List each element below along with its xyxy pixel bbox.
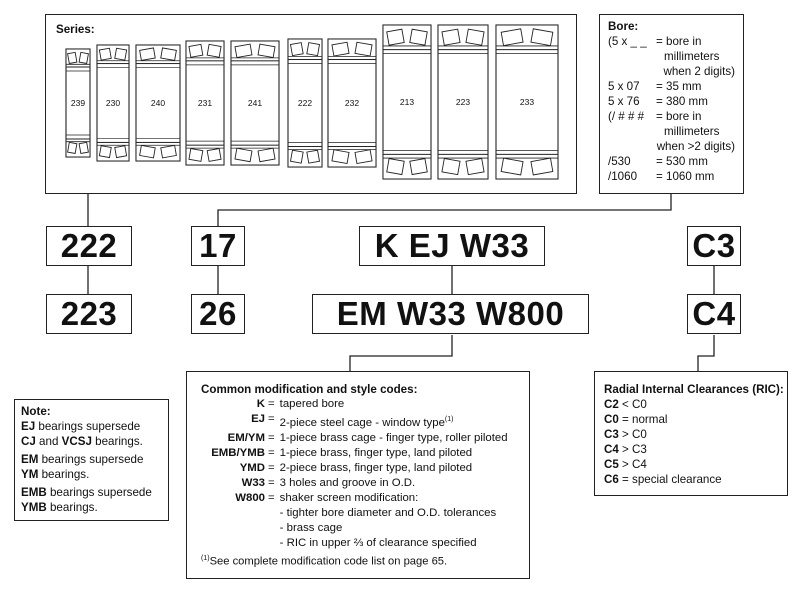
- bore-line-value: when >2 digits): [656, 140, 735, 153]
- bearing-231-drawing: [186, 41, 224, 165]
- series-code-222: 222: [46, 226, 132, 266]
- modification-desc-text: 1-piece brass, finger type, land piloted: [279, 446, 473, 459]
- bore-line-value: millimeters: [664, 50, 720, 63]
- bore-line: [608, 94, 735, 109]
- note-box: [14, 399, 169, 521]
- bore-line-value: = 530 mm: [656, 155, 708, 168]
- note-code: EMB: [21, 486, 47, 499]
- modification-code-em-w33-w800: EM W33 W800: [312, 294, 589, 334]
- w800-detail: - tighter bore diameter and O.D. tolerances: [279, 506, 497, 519]
- modification-row: [201, 446, 508, 461]
- series-label: 239: [70, 98, 86, 108]
- w800-detail-row: [201, 506, 508, 521]
- modification-code: W800: [235, 491, 265, 504]
- bearing-series-illustrations: [46, 15, 576, 193]
- ric-desc: > C4: [618, 458, 647, 471]
- bore-line-value: = 1060 mm: [656, 170, 715, 183]
- bearing-223-drawing: [438, 25, 488, 179]
- ric-desc: = special clearance: [618, 473, 722, 486]
- bore-line: [608, 154, 735, 169]
- ric-code: C5: [604, 458, 619, 471]
- w800-detail-row: [201, 521, 508, 536]
- note-text: bearings supersede: [46, 486, 152, 499]
- bore-line-value: = 35 mm: [656, 80, 702, 93]
- bore-line: [608, 139, 735, 154]
- bore-line: [608, 49, 735, 64]
- note-item: [21, 419, 162, 449]
- bore-connector: [218, 193, 671, 227]
- bore-line-key: 5 x 76: [608, 95, 640, 108]
- modification-codes-box: [186, 371, 530, 579]
- w800-detail: - brass cage: [279, 521, 343, 534]
- bore-panel: [599, 14, 744, 194]
- bearing-230-drawing: [97, 45, 129, 161]
- ric-desc: > C0: [618, 428, 647, 441]
- ric-row: [604, 427, 787, 442]
- bore-lines: [608, 34, 735, 184]
- modification-desc: [280, 412, 508, 431]
- modification-table: [201, 397, 508, 551]
- ric-row: [604, 412, 787, 427]
- ric-rows: [604, 397, 787, 487]
- modification-desc-text: 1-piece brass cage - finger type, roller piloted: [279, 431, 508, 444]
- ric-row: [604, 472, 787, 487]
- footnote-ref: (1): [444, 416, 454, 423]
- series-label: 233: [519, 97, 535, 107]
- ric-code: C4: [604, 443, 619, 456]
- ric-row: [604, 442, 787, 457]
- bore-line-key: /1060: [608, 170, 638, 183]
- modification-code: EM/YM: [227, 431, 265, 444]
- ric-row: [604, 397, 787, 412]
- modification-desc: [280, 476, 508, 491]
- series-code-223: 223: [46, 294, 132, 334]
- modification-row: [201, 412, 508, 431]
- modification-desc-text: 2-piece brass, finger type, land piloted: [279, 461, 473, 474]
- modification-code: K: [256, 398, 265, 410]
- modification-desc: [280, 446, 508, 461]
- series-title: Series:: [56, 23, 95, 36]
- series-label: 213: [399, 97, 415, 107]
- note-items: [21, 419, 162, 515]
- equals-sign: =: [268, 461, 275, 474]
- bearing-233-drawing: [496, 25, 558, 179]
- modification-desc: [280, 397, 508, 412]
- bearing-222-drawing: [288, 39, 322, 167]
- bore-line: [608, 34, 735, 49]
- bore-code-26: 26: [191, 294, 245, 334]
- footnote-text: See complete modification code list on page 65.: [209, 555, 448, 568]
- ric-desc: > C3: [618, 443, 647, 456]
- series-label: 241: [247, 98, 263, 108]
- bore-line: [608, 109, 735, 124]
- modification-row: [201, 491, 508, 506]
- series-label: 223: [455, 97, 471, 107]
- modification-code: EMB/YMB: [211, 446, 265, 459]
- equals-sign: =: [268, 398, 275, 410]
- equals-sign: =: [268, 476, 275, 489]
- series-label: 230: [105, 98, 121, 108]
- ric-desc: = normal: [618, 413, 668, 426]
- ric-box: [594, 371, 788, 496]
- modification-code-k-ej-w33: K EJ W33: [359, 226, 545, 266]
- bore-line-key: [608, 64, 655, 79]
- bore-line: [608, 64, 735, 79]
- modification-code: W33: [241, 476, 265, 489]
- note-text: bearings supersede: [35, 420, 141, 433]
- footnote-mark: (1): [201, 554, 210, 562]
- modification-desc: [280, 461, 508, 476]
- equals-sign: =: [268, 431, 275, 444]
- note-code: YM: [21, 468, 39, 481]
- note-title: Note:: [21, 405, 51, 418]
- modification-code: YMD: [239, 461, 265, 474]
- note-text: bearings supersede: [38, 453, 144, 466]
- bore-line-value: = bore in: [656, 35, 702, 48]
- note-item: [21, 452, 162, 482]
- modification-desc-text: shaker screen modification:: [279, 491, 419, 504]
- ric-code: C3: [604, 428, 619, 441]
- bore-code-17: 17: [191, 226, 245, 266]
- bearing-239-drawing: [66, 49, 90, 157]
- bore-line-key: [608, 139, 649, 154]
- modification-title: Common modification and style codes:: [201, 383, 418, 396]
- bore-line-value: when 2 digits): [663, 65, 735, 78]
- modification-row: [201, 397, 508, 412]
- bore-line-value: millimeters: [664, 125, 720, 138]
- series-panel: [45, 14, 577, 194]
- ric-code-c3: C3: [687, 226, 741, 266]
- bearing-241-drawing: [231, 41, 279, 165]
- bore-line: [608, 169, 735, 184]
- ric-code: C6: [604, 473, 619, 486]
- ric-code-c4: C4: [687, 294, 741, 334]
- modification-desc-text: 3 holes and groove in O.D.: [279, 476, 416, 489]
- series-label: 222: [297, 98, 313, 108]
- modification-desc: [280, 431, 508, 446]
- bore-line-key: (/ # # #: [608, 110, 645, 123]
- bore-title: Bore:: [608, 20, 639, 33]
- note-code: VCSJ: [61, 435, 92, 448]
- w800-detail: - RIC in upper ⅔ of clearance specified: [279, 536, 477, 549]
- ric-connector: [698, 335, 714, 372]
- w800-detail-row: [201, 536, 508, 551]
- bore-line-key: 5 x 07: [608, 80, 640, 93]
- equals-sign: =: [268, 491, 275, 504]
- modification-footnote: [201, 555, 529, 568]
- bore-line-key: [608, 49, 656, 64]
- bearing-232-drawing: [328, 39, 376, 167]
- note-text: bearings.: [46, 501, 98, 514]
- series-label: 240: [150, 98, 166, 108]
- note-code: EJ: [21, 420, 36, 433]
- ric-desc: < C0: [618, 398, 647, 411]
- note-code: EM: [21, 453, 39, 466]
- note-code: CJ: [21, 435, 36, 448]
- modification-row: [201, 476, 508, 491]
- modification-desc: [280, 491, 508, 506]
- bore-line: [608, 79, 735, 94]
- ric-code: C0: [604, 413, 619, 426]
- equals-sign: =: [268, 446, 275, 459]
- bore-line-value: = bore in: [656, 110, 702, 123]
- mod-connector: [350, 335, 452, 372]
- note-text: and: [35, 435, 62, 448]
- note-text: bearings.: [38, 468, 90, 481]
- modification-desc-text: 2-piece steel cage - window type: [279, 416, 445, 429]
- note-item: [21, 485, 162, 515]
- modification-row: [201, 461, 508, 476]
- note-text: bearings.: [91, 435, 143, 448]
- bearing-213-drawing: [383, 25, 431, 179]
- modification-code: EJ: [251, 413, 265, 425]
- equals-sign: =: [268, 413, 275, 425]
- series-label: 231: [197, 98, 213, 108]
- bore-line-value: = 380 mm: [656, 95, 708, 108]
- bore-line-key: [608, 124, 656, 139]
- modification-desc-text: tapered bore: [279, 398, 345, 410]
- bearing-240-drawing: [136, 45, 180, 161]
- note-code: YMB: [21, 501, 47, 514]
- modification-row: [201, 431, 508, 446]
- bore-line-key: /530: [608, 155, 631, 168]
- series-label: 232: [344, 98, 360, 108]
- ric-code: C2: [604, 398, 619, 411]
- ric-row: [604, 457, 787, 472]
- ric-title: Radial Internal Clearances (RIC):: [604, 383, 784, 396]
- bore-line-key: (5 x _ _: [608, 35, 647, 48]
- bore-line: [608, 124, 735, 139]
